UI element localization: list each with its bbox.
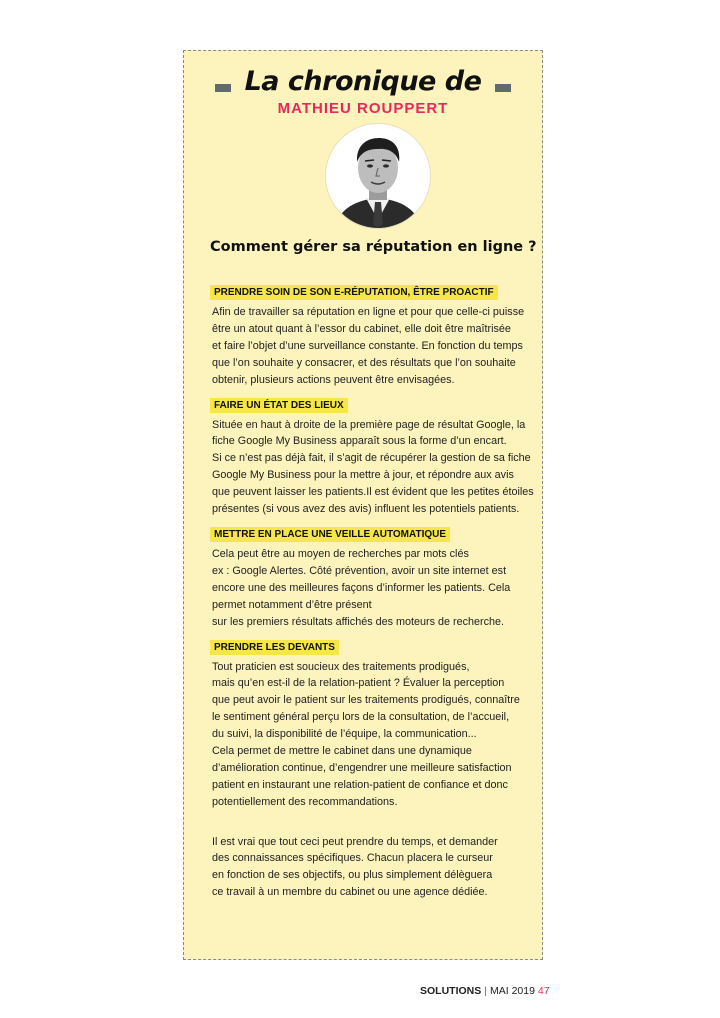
article-headline: Comment gérer sa réputation en ligne ? <box>210 239 537 255</box>
text-line: permet notamment d’être présent <box>212 598 372 611</box>
title-left-bar-icon <box>215 84 231 92</box>
section-paragraph <box>212 417 532 518</box>
text-line: potentiellement des recommandations. <box>212 795 398 808</box>
text-line: être un atout quant à l’essor du cabinet, elle doit être maîtrisée <box>212 322 511 335</box>
closing-paragraph <box>212 834 532 902</box>
page-footer <box>420 985 550 997</box>
text-line: d’amélioration continue, d’engendrer une meilleure satisfaction <box>212 761 512 774</box>
text-line: en fonction de ses objectifs, ou plus simplement délèguera <box>212 869 493 882</box>
issue-date: MAI 2019 <box>490 985 535 997</box>
text-line: ex : Google Alertes. Côté prévention, avoir un site internet est <box>212 564 507 577</box>
section-title: PRENDRE SOIN DE SON E-RÉPUTATION, ÊTRE PROACTIF <box>210 285 498 300</box>
text-line: des connaissances spécifiques. Chacun placera le curseur <box>212 852 493 865</box>
text-line: du suivi, la disponibilité de l’équipe, la communication... <box>212 728 477 741</box>
paragraph-spacer <box>212 817 532 834</box>
text-line: Si ce n’est pas déjà fait, il s’agit de récupérer la gestion de sa fiche <box>212 452 531 465</box>
text-line: patient en instaurant une relation-patient de confiance et donc <box>212 778 508 791</box>
text-line: Située en haut à droite de la première page de résultat Google, la <box>212 418 526 431</box>
text-line: mais qu’en est-il de la relation-patient ? Évaluer la perception <box>212 677 505 690</box>
text-line: que peut avoir le patient sur les traitements prodigués, connaître <box>212 694 520 707</box>
section-proactive <box>212 282 532 389</box>
author-name: MATHIEU ROUPPERT <box>277 100 449 117</box>
section-paragraph <box>212 659 532 811</box>
section-inventory <box>212 395 532 518</box>
section-paragraph <box>212 304 532 389</box>
text-line: Afin de travailler sa réputation en ligne et pour que celle-ci puisse <box>212 306 525 318</box>
text-line: que peuvent laisser les patients.Il est évident que les petites étoiles <box>212 486 534 499</box>
section-title: METTRE EN PLACE UNE VEILLE AUTOMATIQUE <box>210 527 450 542</box>
section-take-the-lead <box>212 637 532 811</box>
text-line: présentes (si vous avez des avis) influent les potentiels patients. <box>212 503 520 516</box>
text-line: obtenir, plusieurs actions peuvent être envisagées. <box>212 373 455 386</box>
text-line: ce travail à un membre du cabinet ou une agence dédiée. <box>212 886 488 899</box>
text-line: que l’on souhaite y consacrer, et des résultats que l’on souhaite <box>212 356 516 369</box>
text-line: sur les premiers résultats affichés des moteurs de recherche. <box>212 615 505 628</box>
section-paragraph <box>212 546 532 631</box>
article-body <box>212 282 532 901</box>
column-title: La chronique de <box>244 65 482 97</box>
section-title: FAIRE UN ÉTAT DES LIEUX <box>210 398 348 413</box>
section-monitoring <box>212 524 532 631</box>
magazine-name: SOLUTIONS <box>420 985 482 997</box>
text-line: Tout praticien est soucieux des traitements prodigués, <box>212 660 470 673</box>
chronicle-panel <box>183 50 543 960</box>
text-line: fiche Google My Business apparaît sous la forme d’un encart. <box>212 435 507 448</box>
title-right-bar-icon <box>495 84 511 92</box>
text-line: et faire l’objet d’une surveillance constante. En fonction du temps <box>212 339 523 352</box>
author-portrait-icon <box>326 124 430 228</box>
section-title: PRENDRE LES DEVANTS <box>210 640 339 655</box>
text-line: le sentiment général perçu lors de la consultation, de l’accueil, <box>212 711 510 724</box>
title-row <box>184 63 542 99</box>
text-line: Cela permet de mettre le cabinet dans une dynamique <box>212 745 472 758</box>
text-line: Cela peut être au moyen de recherches par mots clés <box>212 547 469 560</box>
text-line: encore une des meilleures façons d’informer les patients. Cela <box>212 581 511 594</box>
text-line: Il est vrai que tout ceci peut prendre du temps, et demander <box>212 835 498 848</box>
footer-separator: | <box>484 985 487 997</box>
text-line: Google My Business pour la mettre à jour, et répondre aux avis <box>212 469 514 482</box>
page-number: 47 <box>537 985 550 997</box>
